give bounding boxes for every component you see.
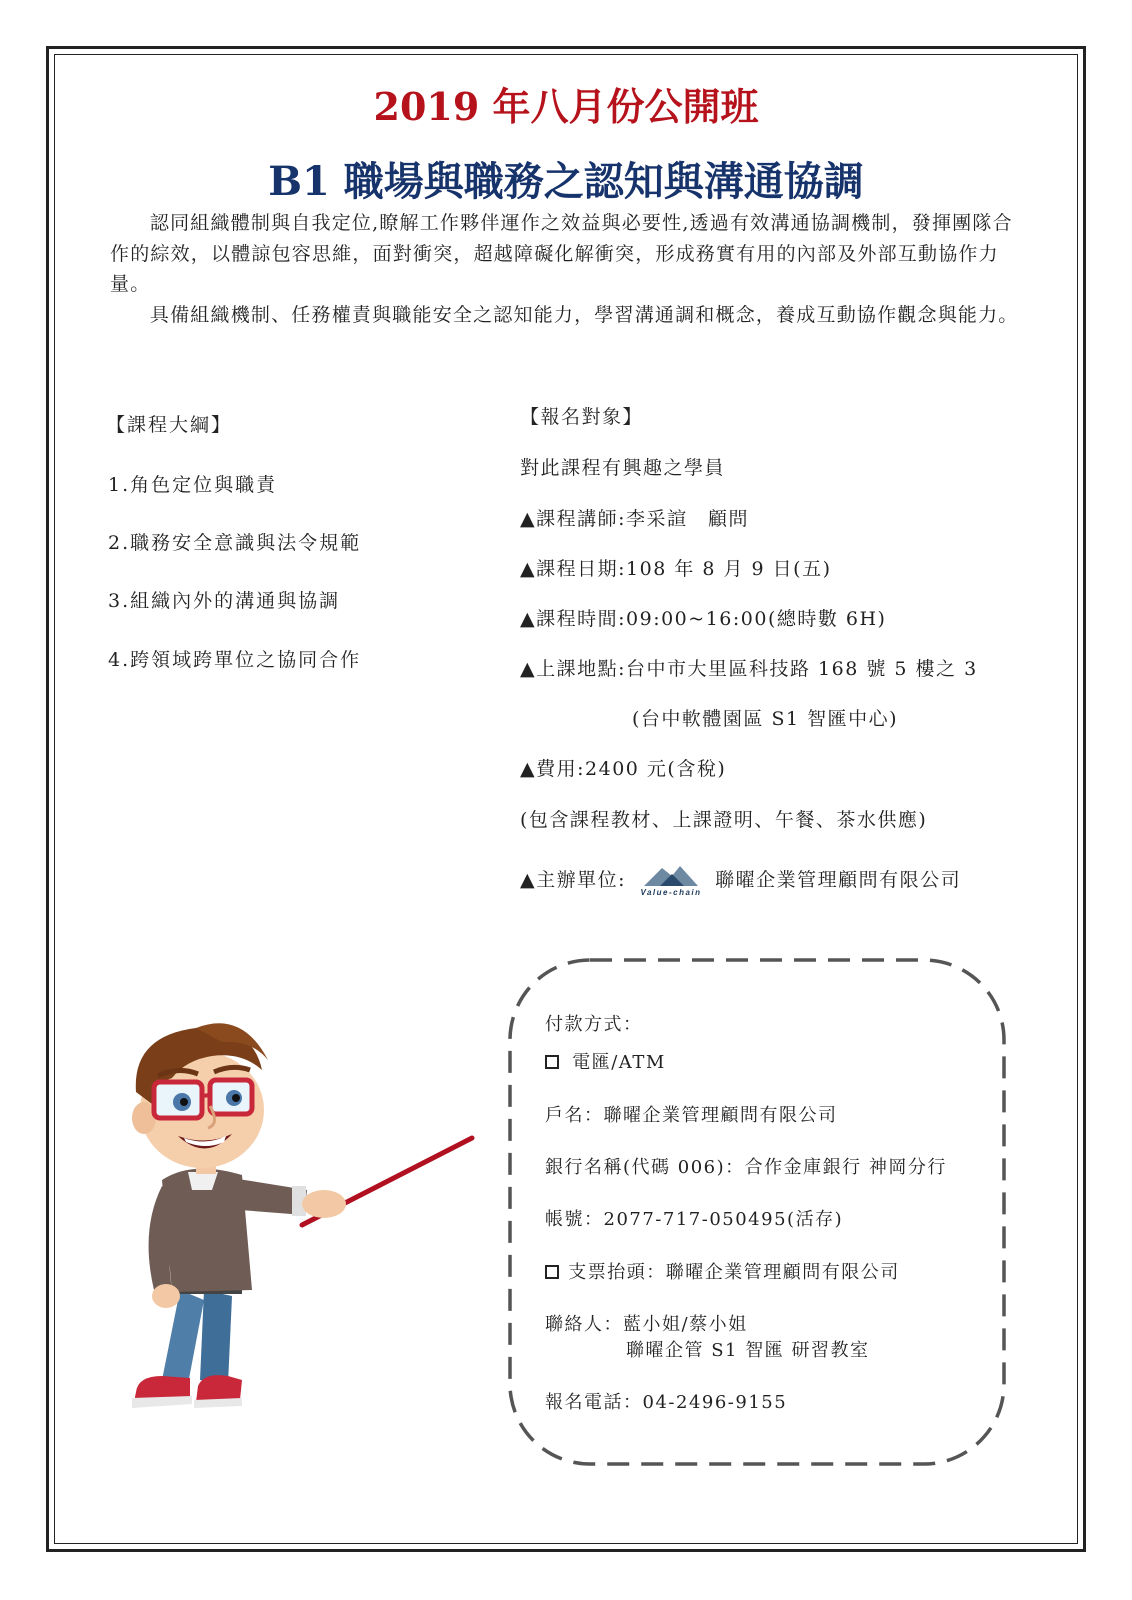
fee-note: (包含課程教材、上課證明、午餐、茶水供應) [520, 809, 928, 831]
audience-heading: 【報名對象】 [520, 406, 644, 428]
outline-heading: 【課程大綱】 [106, 414, 233, 436]
organizer-name: 聯曜企業管理顧問有限公司 [715, 869, 962, 891]
account-name: 戶名：聯曜企業管理顧問有限公司 [545, 1105, 838, 1126]
phone-number: 報名電話：04-2496-9155 [545, 1392, 788, 1413]
instructor-line: ▲課程講師:李采諠 顧問 [520, 508, 750, 530]
value-chain-logo [640, 862, 702, 900]
outline-item-3: 3.組織內外的溝通與協調 [108, 590, 341, 612]
account-number: 帳號：2077-717-050495(活存) [545, 1209, 844, 1230]
outline-item-4: 4.跨領域跨單位之協同合作 [108, 649, 362, 671]
course-title: B1 職場與職務之認知與溝通協調 [268, 158, 864, 205]
payment-option-atm [545, 1048, 666, 1074]
audience-text: 對此課程有興趣之學員 [520, 457, 726, 479]
logo-text: Value-chain [640, 888, 702, 897]
check-checkbox[interactable] [545, 1265, 559, 1279]
date-line: ▲課程日期:108 年 8 月 9 日(五) [520, 558, 832, 580]
location-note: (台中軟體園區 S1 智匯中心) [632, 708, 899, 730]
contact-department: 聯曜企管 S1 智匯 研習教室 [626, 1340, 870, 1361]
page-title: 2019 年八月份公開班 [373, 84, 759, 129]
course-introduction [110, 208, 1030, 330]
outline-item-1: 1.角色定位與職責 [108, 474, 278, 496]
atm-label: 電匯/ATM [572, 1052, 666, 1073]
payment-option-check [545, 1258, 900, 1284]
time-line: ▲課程時間:09:00~16:00(總時數 6H) [520, 608, 887, 630]
organizer-line [520, 862, 961, 900]
fee-line: ▲費用:2400 元(含稅) [520, 758, 727, 780]
intro-paragraph-2: 具備組織機制、任務權責與職能安全之認知能力，學習溝通調和概念，養成互動協作觀念與能力。 [149, 303, 1019, 326]
location-line: ▲上課地點:台中市大里區科技路 168 號 5 樓之 3 [520, 658, 978, 680]
intro-paragraph-1: 認同組織體制與自我定位,瞭解工作夥伴運作之效益與必要性,透過有效溝通協調機制，發揮團隊合作的綜效，以體諒包容思維，面對衝突，超越障礙化解衝突，形成務實有用的內部及外部互動協作力量。 [110, 212, 1013, 295]
payment-heading: 付款方式： [545, 1014, 643, 1035]
organizer-label: ▲主辦單位: [520, 869, 627, 891]
teacher-illustration [92, 1000, 492, 1440]
contact-person: 聯絡人：藍小姐/蔡小姐 [545, 1314, 748, 1335]
bank-name: 銀行名稱(代碼 006)：合作金庫銀行 神岡分行 [545, 1157, 947, 1178]
check-label: 支票抬頭：聯曜企業管理顧問有限公司 [568, 1262, 900, 1283]
outline-item-2: 2.職務安全意識與法令規範 [108, 532, 362, 554]
atm-checkbox[interactable] [545, 1055, 559, 1069]
